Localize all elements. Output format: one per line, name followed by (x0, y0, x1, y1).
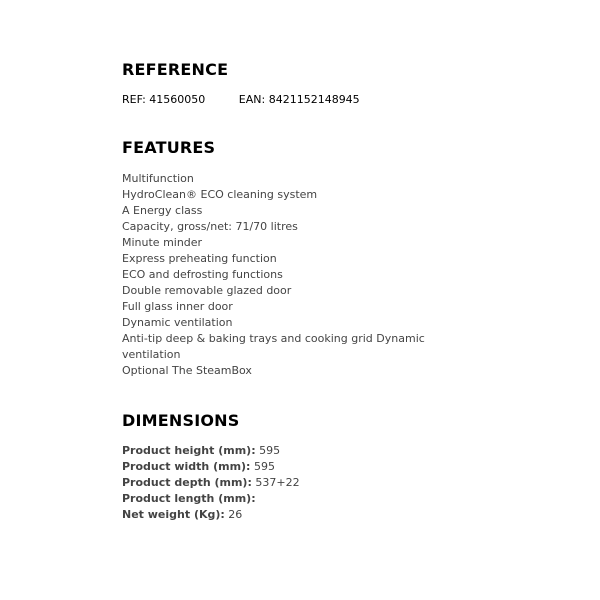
feature-item: Anti-tip deep & baking trays and cooking grid Dynamic ventilation (122, 332, 425, 361)
dimension-label: Product width (mm): (122, 460, 251, 473)
ref-value: 41560050 (149, 93, 206, 106)
feature-item: Dynamic ventilation (122, 316, 233, 329)
dimension-value: 595 (253, 460, 275, 473)
features-heading: FEATURES (122, 138, 216, 157)
dimension-value: 537+22 (255, 476, 300, 489)
feature-item: Full glass inner door (122, 300, 233, 313)
ean-label: EAN: (238, 93, 266, 106)
reference-heading: REFERENCE (122, 60, 229, 79)
feature-item: Minute minder (122, 236, 203, 249)
feature-item: Capacity, gross/net: 71/70 litres (122, 220, 298, 233)
dimension-label: Product length (mm): (122, 492, 256, 505)
dimension-label: Product depth (mm): (122, 476, 252, 489)
features-list (122, 171, 432, 379)
feature-item: Double removable glazed door (122, 284, 292, 297)
dimension-row (122, 475, 300, 491)
dimension-value: 26 (228, 508, 243, 521)
dimensions-heading: DIMENSIONS (122, 411, 240, 430)
dimension-label: Product height (mm): (122, 444, 256, 457)
dimension-row (122, 507, 300, 523)
feature-item: Optional The SteamBox (122, 364, 252, 377)
dimension-row (122, 443, 300, 459)
dimension-row (122, 459, 300, 475)
feature-item: Multifunction (122, 172, 194, 185)
ref-label: REF: (122, 93, 146, 106)
feature-item: A Energy class (122, 204, 203, 217)
feature-item: ECO and defrosting functions (122, 268, 283, 281)
feature-item: Express preheating function (122, 252, 277, 265)
reference-row (122, 92, 360, 108)
ean-value: 8421152148945 (268, 93, 360, 106)
dimensions-list (122, 443, 300, 523)
dimension-label: Net weight (Kg): (122, 508, 225, 521)
dimension-value: 595 (259, 444, 281, 457)
feature-item: HydroClean® ECO cleaning system (122, 188, 318, 201)
dimension-row (122, 491, 300, 507)
